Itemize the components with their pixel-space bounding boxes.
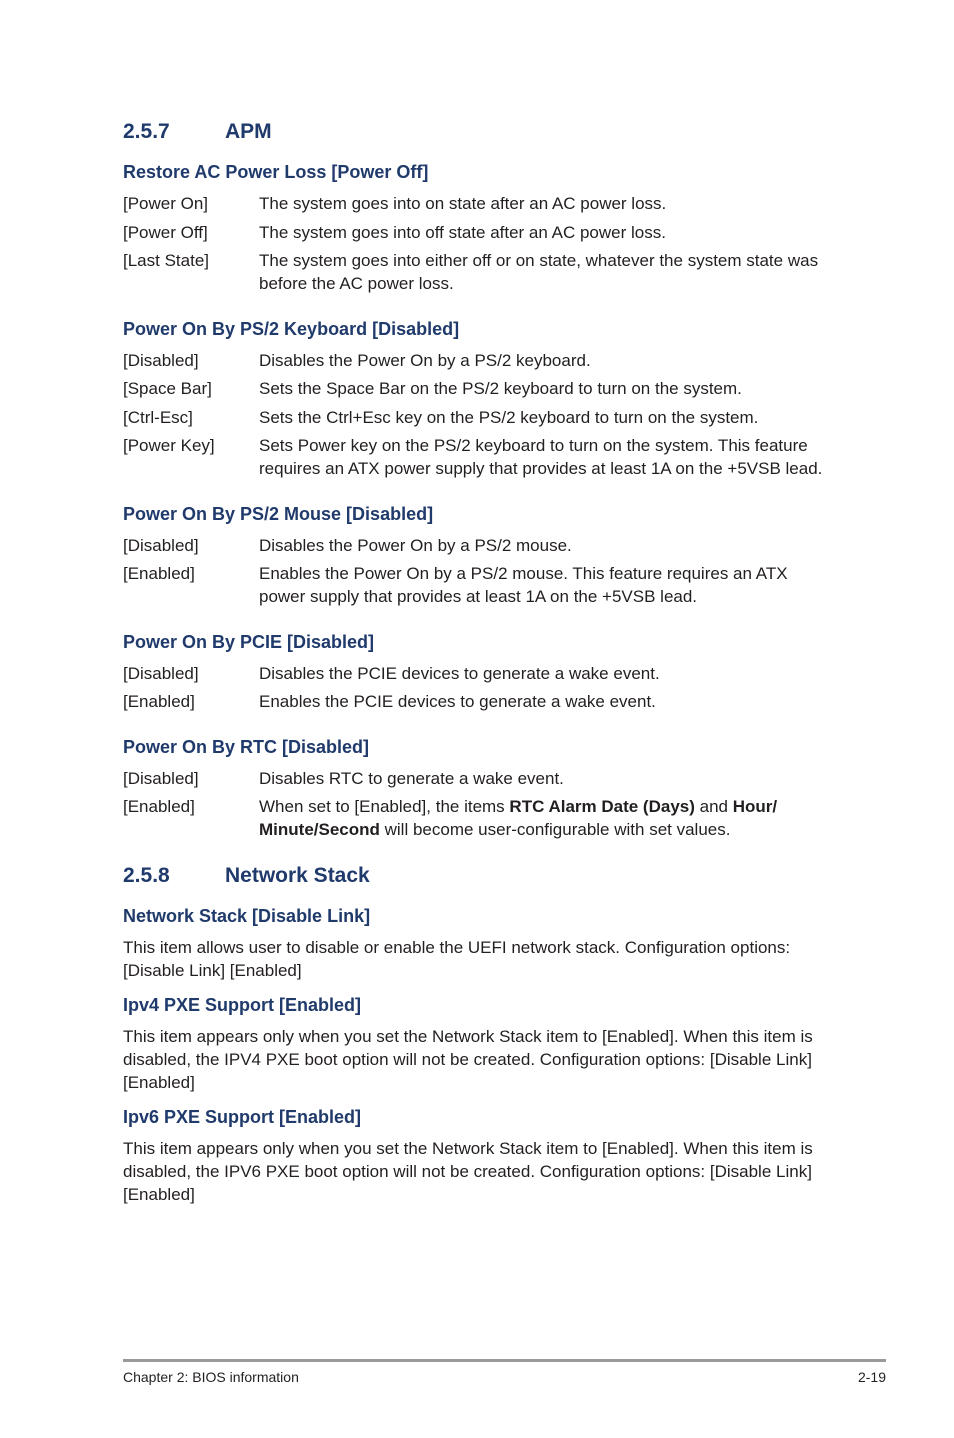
bold-item-hour-minute-second: Hour/ Minute/Second	[259, 797, 778, 839]
subheading-pcie: Power On By PCIE [Disabled]	[123, 632, 375, 652]
footer-divider	[123, 1359, 886, 1362]
option-key: [Space Bar]	[123, 379, 212, 398]
option-desc: The system goes into off state after an AC power loss.	[259, 223, 666, 242]
option-desc: Disables the Power On by a PS/2 keyboard.	[259, 351, 591, 370]
option-key: [Disabled]	[123, 664, 199, 683]
subheading-rtc: Power On By RTC [Disabled]	[123, 737, 370, 757]
subheading-ps2-keyboard: Power On By PS/2 Keyboard [Disabled]	[123, 319, 460, 339]
section-title: Network Stack	[225, 864, 370, 887]
option-desc: Disables the PCIE devices to generate a wake event.	[259, 664, 660, 683]
footer-chapter: Chapter 2: BIOS information	[123, 1369, 299, 1385]
option-desc: Enables the Power On by a PS/2 mouse. This feature requires an ATX power supply that provides at least 1A on the +5VSB lead.	[259, 564, 788, 606]
option-key: [Ctrl-Esc]	[123, 408, 193, 427]
option-key: [Power On]	[123, 194, 209, 213]
option-desc: Sets the Space Bar on the PS/2 keyboard to turn on the system.	[259, 379, 742, 398]
option-key: [Disabled]	[123, 769, 199, 788]
subheading-ipv6-pxe: Ipv6 PXE Support [Enabled]	[123, 1107, 362, 1127]
footer-page-number: 2-19	[857, 1369, 886, 1385]
option-desc: The system goes into on state after an AC power loss.	[259, 194, 667, 213]
subheading-ipv4-pxe: Ipv4 PXE Support [Enabled]	[123, 995, 362, 1015]
option-desc: Sets Power key on the PS/2 keyboard to turn on the system. This feature requires an ATX power supply that provides at least 1A on the +5VSB lead.	[259, 436, 823, 478]
bold-item-rtc-alarm-date: RTC Alarm Date (Days)	[509, 797, 695, 816]
option-desc: Disables the Power On by a PS/2 mouse.	[259, 536, 572, 555]
option-desc: Disables RTC to generate a wake event.	[259, 769, 564, 788]
option-desc: Sets the Ctrl+Esc key on the PS/2 keyboard to turn on the system.	[259, 408, 759, 427]
subheading-network-stack: Network Stack [Disable Link]	[123, 906, 371, 926]
option-desc: Enables the PCIE devices to generate a wake event.	[259, 692, 656, 711]
option-key: [Power Key]	[123, 436, 215, 455]
option-key: [Power Off]	[123, 223, 208, 242]
option-desc: When set to [Enabled], the items RTC Alarm Date (Days) and Hour/ Minute/Second will become user-configurable with set values.	[259, 797, 778, 839]
subheading-restore-ac-power-loss: Restore AC Power Loss [Power Off]	[123, 162, 429, 182]
section-number: 2.5.7	[123, 120, 170, 143]
option-key: [Enabled]	[123, 692, 195, 711]
subheading-ps2-mouse: Power On By PS/2 Mouse [Disabled]	[123, 504, 434, 524]
section-heading-network-stack	[123, 864, 835, 888]
option-desc: The system goes into either off or on state, whatever the system state was before the AC power loss.	[259, 251, 819, 293]
paragraph-network-stack: This item allows user to disable or enable the UEFI network stack. Configuration options: [Disable Link] [Enabled]	[123, 938, 791, 980]
option-key: [Enabled]	[123, 564, 195, 583]
option-key: [Disabled]	[123, 536, 199, 555]
option-key: [Last State]	[123, 251, 209, 270]
option-key: [Disabled]	[123, 351, 199, 370]
section-heading-apm	[123, 120, 835, 144]
paragraph-ipv6-pxe: This item appears only when you set the Network Stack item to [Enabled]. When this item is disabled, the IPV6 PXE boot option will not be created. Configuration options: [Disable Link] [Enabled]	[123, 1139, 813, 1204]
option-key: [Enabled]	[123, 797, 195, 816]
section-number: 2.5.8	[123, 864, 170, 887]
section-title: APM	[225, 120, 272, 143]
paragraph-ipv4-pxe: This item appears only when you set the Network Stack item to [Enabled]. When this item is disabled, the IPV4 PXE boot option will not be created. Configuration options: [Disable Link] [Enabled]	[123, 1027, 813, 1092]
